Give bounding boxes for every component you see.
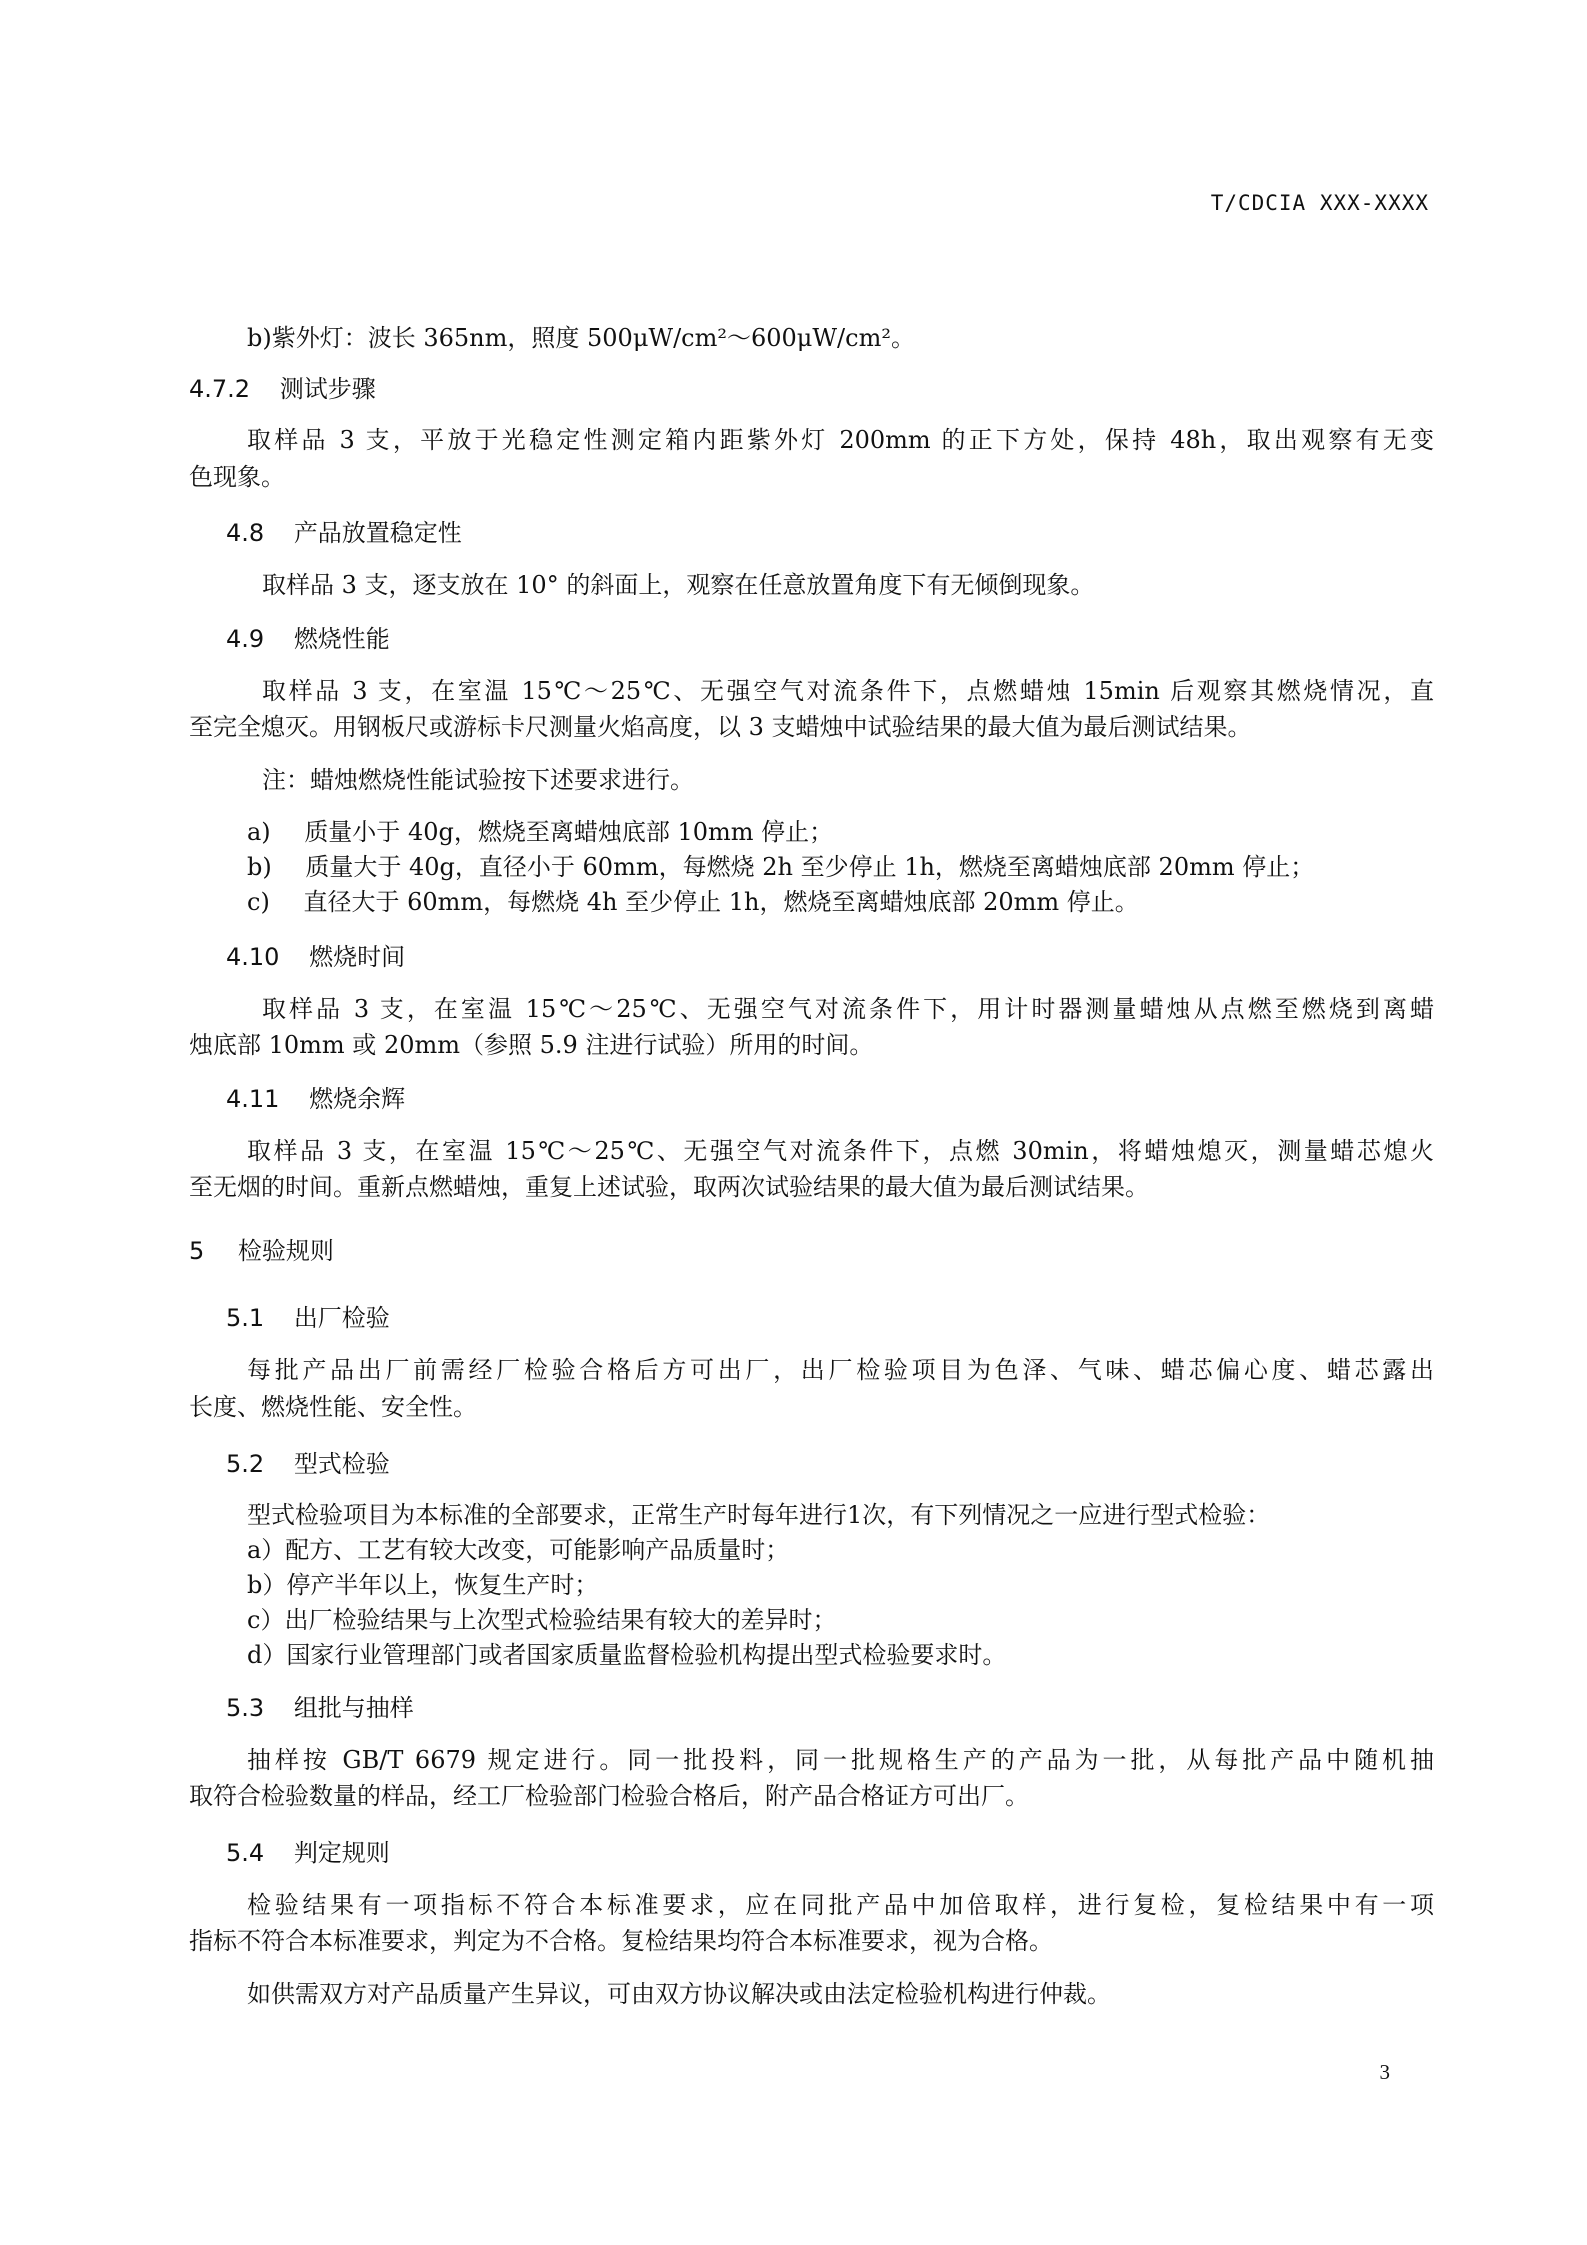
item-text: 质量大于 40g，直径小于 60mm，每燃烧 2h 至少停止 1h，燃烧至离蜡烛底部 20mm 停止；: [305, 853, 1315, 881]
heading-text: 燃烧余辉: [309, 1085, 406, 1113]
heading-number: 4.11: [226, 1085, 280, 1113]
paragraph-line: 取样品 3 支，在室温 15℃～25℃、无强空气对流条件下，点燃 30min，将蜡烛熄灭，测量蜡芯熄火: [247, 1137, 1434, 1165]
page-number: 3: [1379, 2060, 1390, 2084]
list-item: c）出厂检验结果与上次型式检验结果有较大的差异时；: [247, 1606, 837, 1634]
uv-lamp-spec-line: b)紫外灯：波长 365nm，照度 500μW/cm²～600μW/cm²。: [247, 324, 915, 352]
heading-text: 产品放置稳定性: [293, 519, 462, 547]
heading-text: 型式检验: [293, 1450, 390, 1478]
heading-number: 5.2: [226, 1450, 265, 1478]
paragraph-line: 抽样按 GB/T 6679 规定进行。同一批投料，同一批规格生产的产品为一批，从每批产品中随机抽: [247, 1746, 1434, 1774]
heading-4-8: [226, 518, 462, 548]
standard-code-header: T/CDCIA XXX-XXXX: [1210, 191, 1429, 215]
note-item-a: [247, 817, 833, 847]
heading-5-2: [226, 1449, 390, 1479]
heading-5-4: [226, 1838, 390, 1868]
heading-5-1: [226, 1303, 390, 1333]
paragraph-line: 取样品 3 支，在室温 15℃～25℃、无强空气对流条件下，用计时器测量蜡烛从点燃至燃烧到离蜡: [262, 995, 1434, 1023]
paragraph-line: 取样品 3 支，在室温 15℃～25℃、无强空气对流条件下，点燃蜡烛 15min 后观察其燃烧情况，直: [262, 677, 1434, 705]
heading-4-10: [226, 942, 405, 972]
heading-number: 5: [189, 1237, 205, 1265]
paragraph-line: 如供需双方对产品质量产生异议，可由双方协议解决或由法定检验机构进行仲裁。: [247, 1980, 1111, 2008]
item-text: 质量小于 40g，燃烧至离蜡烛底部 10mm 停止；: [304, 818, 834, 846]
list-item: d）国家行业管理部门或者国家质量监督检验机构提出型式检验要求时。: [247, 1641, 1007, 1669]
paragraph-line: 取样品 3 支，逐支放在 10° 的斜面上，观察在任意放置角度下有无倾倒现象。: [262, 571, 1095, 599]
heading-number: 4.9: [226, 625, 265, 653]
paragraph-line: 检验结果有一项指标不符合本标准要求，应在同批产品中加倍取样，进行复检，复检结果中有一项: [247, 1891, 1434, 1919]
heading-4-9: [226, 624, 390, 654]
heading-number: 5.3: [226, 1694, 265, 1722]
heading-text: 燃烧时间: [309, 943, 406, 971]
item-text: 直径大于 60mm，每燃烧 4h 至少停止 1h，燃烧至离蜡烛底部 20mm 停止。: [303, 888, 1139, 916]
paragraph-line: 至无烟的时间。重新点燃蜡烛，重复上述试验，取两次试验结果的最大值为最后测试结果。: [189, 1173, 1149, 1201]
paragraph-line: 取样品 3 支，平放于光稳定性测定箱内距紫外灯 200mm 的正下方处，保持 48h，取出观察有无变: [247, 426, 1434, 454]
heading-text: 燃烧性能: [293, 625, 390, 653]
heading-text: 判定规则: [293, 1839, 390, 1867]
heading-text: 检验规则: [237, 1237, 334, 1265]
heading-number: 4.8: [226, 519, 265, 547]
note-line: 注：蜡烛燃烧性能试验按下述要求进行。: [262, 766, 694, 794]
heading-number: 5.4: [226, 1839, 265, 1867]
heading-5: [189, 1236, 334, 1266]
heading-text: 组批与抽样: [293, 1694, 414, 1722]
paragraph-line: 色现象。: [189, 463, 285, 491]
item-label: c): [247, 888, 270, 916]
heading-text: 测试步骤: [279, 375, 376, 403]
heading-text: 出厂检验: [293, 1304, 390, 1332]
note-item-c: [247, 887, 1139, 917]
heading-number: 4.10: [226, 943, 280, 971]
heading-5-3: [226, 1693, 414, 1723]
paragraph-line: 长度、燃烧性能、安全性。: [189, 1393, 477, 1421]
item-label: a): [247, 818, 271, 846]
note-item-b: [247, 852, 1314, 882]
heading-number: 5.1: [226, 1304, 265, 1332]
paragraph-line: 指标不符合本标准要求，判定为不合格。复检结果均符合本标准要求，视为合格。: [189, 1927, 1053, 1955]
paragraph-line: 至完全熄灭。用钢板尺或游标卡尺测量火焰高度，以 3 支蜡烛中试验结果的最大值为最后测试结果。: [189, 713, 1252, 741]
list-item: a）配方、工艺有较大改变，可能影响产品质量时；: [247, 1536, 790, 1564]
heading-4-11: [226, 1084, 405, 1114]
heading-4-7-2: [189, 374, 376, 404]
list-item: b）停产半年以上，恢复生产时；: [247, 1571, 599, 1599]
paragraph-line: 每批产品出厂前需经厂检验合格后方可出厂，出厂检验项目为色泽、气味、蜡芯偏心度、蜡芯露出: [247, 1356, 1434, 1384]
paragraph-line: 烛底部 10mm 或 20mm（参照 5.9 注进行试验）所用的时间。: [189, 1031, 874, 1059]
item-label: b): [247, 853, 272, 881]
paragraph-line: 取符合检验数量的样品，经工厂检验部门检验合格后，附产品合格证方可出厂。: [189, 1782, 1029, 1810]
paragraph-line: 型式检验项目为本标准的全部要求，正常生产时每年进行1次，有下列情况之一应进行型式检验：: [247, 1501, 1271, 1529]
heading-number: 4.7.2: [189, 375, 251, 403]
